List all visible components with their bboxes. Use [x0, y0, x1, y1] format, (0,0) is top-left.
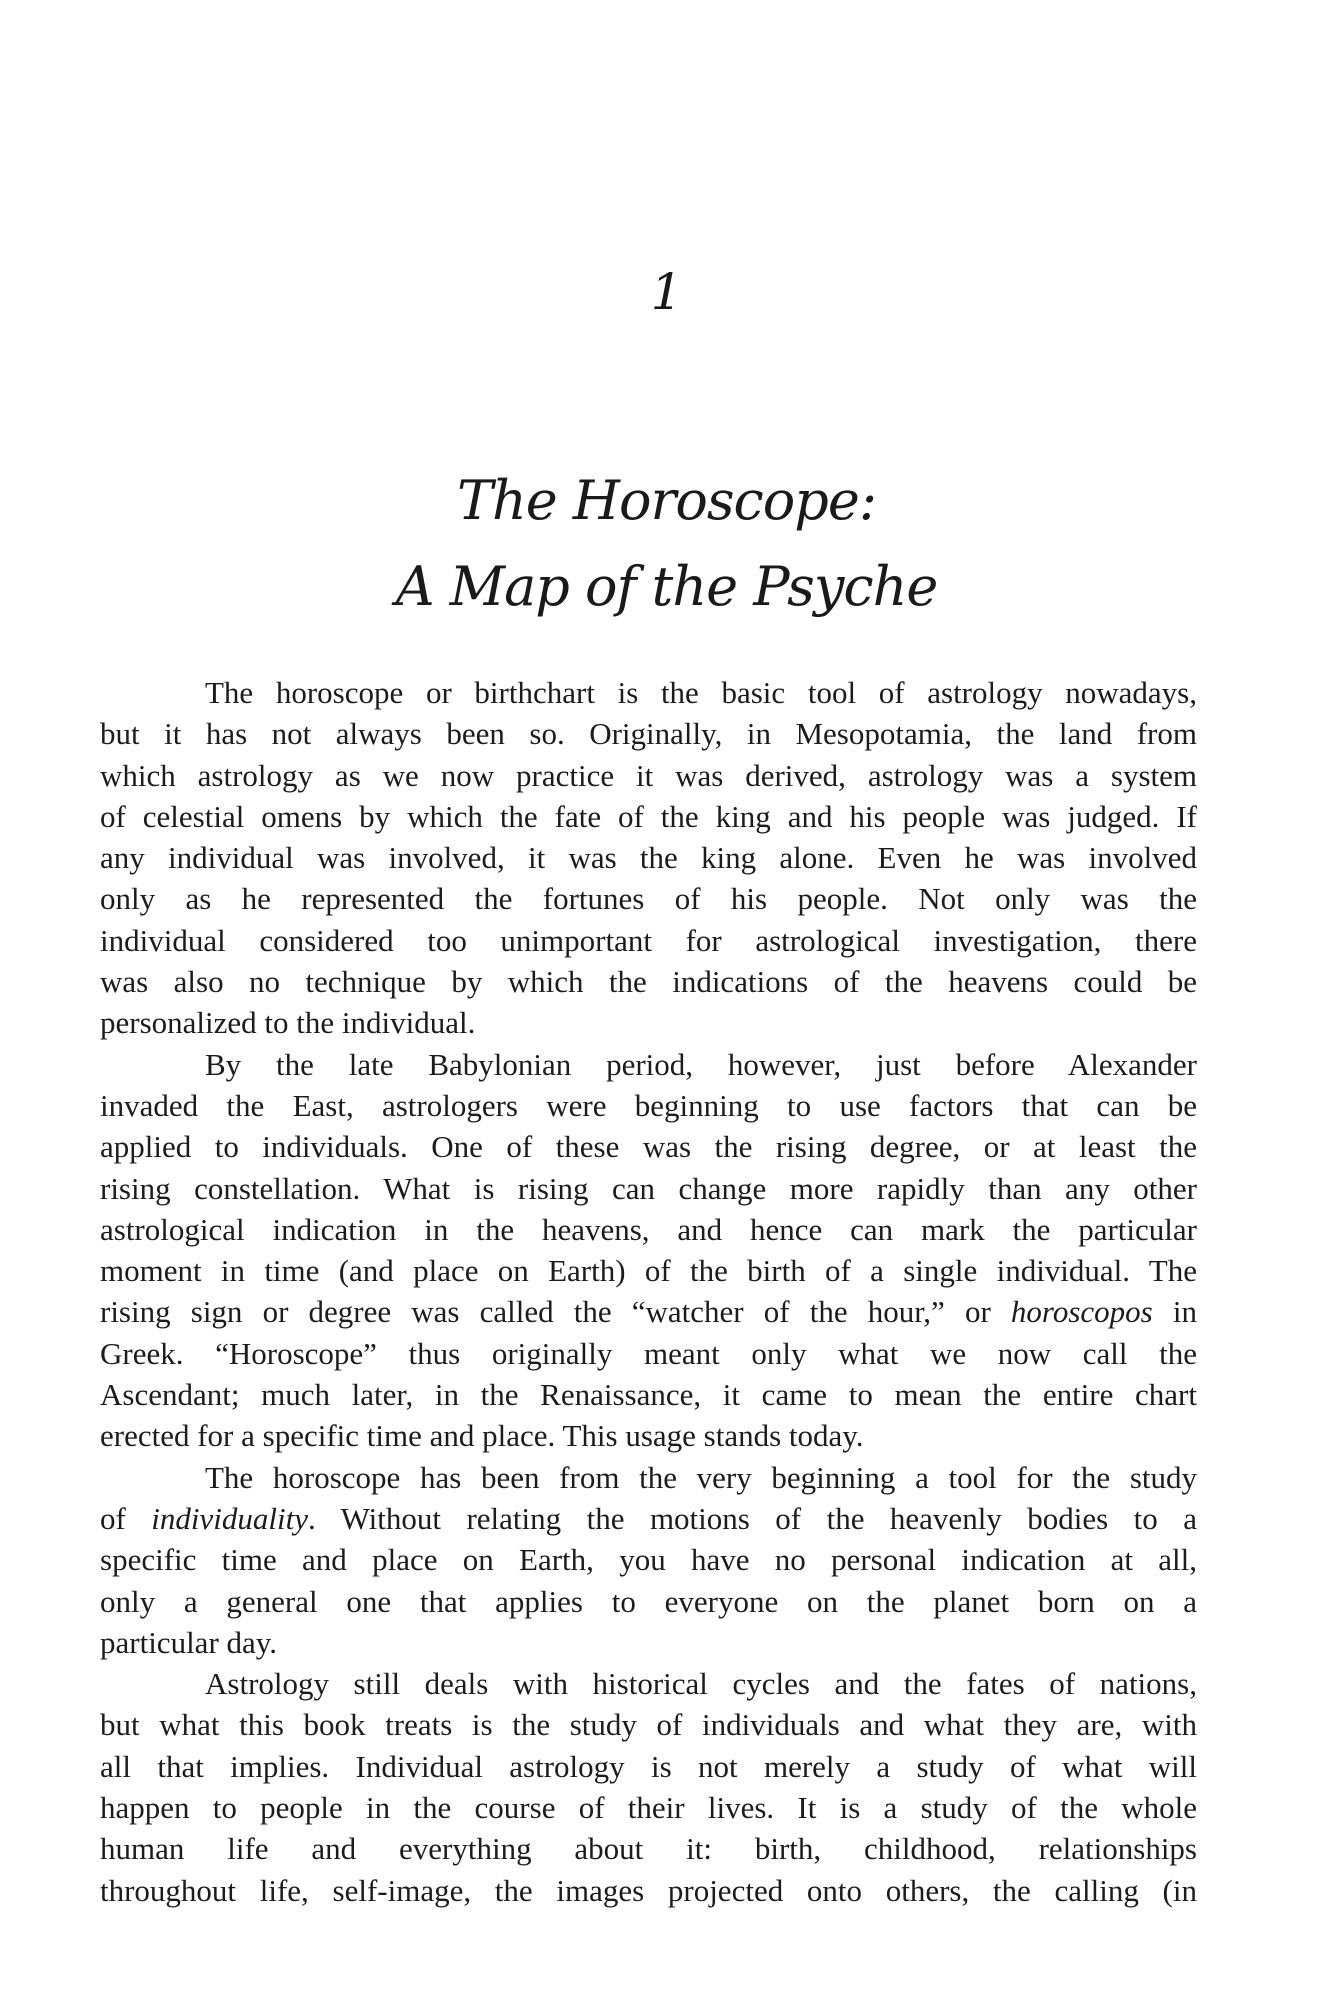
text-line: throughout life, self-image, the images projected onto others, the calling (in [100, 1872, 1197, 1908]
text-line: Astrology still deals with historical cycles and the fates of nations, [205, 1666, 1197, 1702]
text-line: but it has not always been so. Originally, in Mesopotamia, the land from [100, 716, 1197, 752]
text-line: The horoscope has been from the very beginning a tool for the study [205, 1459, 1197, 1495]
text-line: which astrology as we now practice it was derived, astrology was a system [100, 757, 1197, 793]
text-line: happen to people in the course of their lives. It is a study of the whole [100, 1790, 1197, 1826]
emphasized-term: horoscopos [1010, 1294, 1153, 1330]
paragraph [100, 1457, 1197, 1663]
chapter-title [0, 458, 1333, 630]
chapter-number: 1 [650, 263, 683, 321]
text-line: all that implies. Individual astrology is not merely a study of what will [100, 1748, 1197, 1784]
text-line: of individuality. Without relating the motions of the heavenly bodies to a [100, 1500, 1197, 1536]
chapter-title-line-2: A Map of the Psyche [395, 555, 938, 618]
text-line: moment in time (and place on Earth) of the birth of a single individual. The [100, 1253, 1197, 1289]
text-line: By the late Babylonian period, however, just before Alexander [205, 1046, 1197, 1082]
text-line: rising sign or degree was called the “watcher of the hour,” or horoscopos in [100, 1294, 1197, 1330]
text-line: Ascendant; much later, in the Renaissance, it came to mean the entire chart [100, 1377, 1197, 1413]
text-line: erected for a specific time and place. This usage stands today. [100, 1418, 864, 1454]
paragraph [100, 1663, 1197, 1911]
emphasized-term: individuality [151, 1500, 308, 1536]
text-line: but what this book treats is the study of individuals and what they are, with [100, 1707, 1197, 1743]
text-line: rising constellation. What is rising can change more rapidly than any other [100, 1170, 1197, 1206]
text-line: specific time and place on Earth, you have no personal indication at all, [100, 1542, 1197, 1578]
text-line: individual considered too unimportant for astrological investigation, there [100, 922, 1197, 958]
paragraph [100, 1044, 1197, 1457]
text-line: human life and everything about it: birth, childhood, relationships [100, 1831, 1197, 1867]
text-line: applied to individuals. One of these was the rising degree, or at least the [100, 1129, 1197, 1165]
text-line: The horoscope or birthchart is the basic tool of astrology nowadays, [205, 675, 1197, 710]
text-line: only as he represented the fortunes of his people. Not only was the [100, 881, 1197, 917]
text-line: any individual was involved, it was the king alone. Even he was involved [100, 840, 1197, 876]
text-line: of celestial omens by which the fate of the king and his people was judged. If [100, 798, 1197, 834]
text-line: only a general one that applies to everyone on the planet born on a [100, 1583, 1197, 1619]
text-line: was also no technique by which the indications of the heavens could be [100, 964, 1197, 1000]
text-line: personalized to the individual. [100, 1005, 476, 1041]
text-line: particular day. [100, 1624, 278, 1660]
chapter-title-line-1: The Horoscope: [456, 469, 877, 532]
text-line: invaded the East, astrologers were beginning to use factors that can be [100, 1087, 1197, 1123]
text-line: astrological indication in the heavens, and hence can mark the particular [100, 1211, 1197, 1247]
text-line: Greek. “Horoscope” thus originally meant only what we now call the [100, 1335, 1197, 1371]
paragraph [100, 672, 1197, 1044]
body-text [100, 672, 1197, 1911]
